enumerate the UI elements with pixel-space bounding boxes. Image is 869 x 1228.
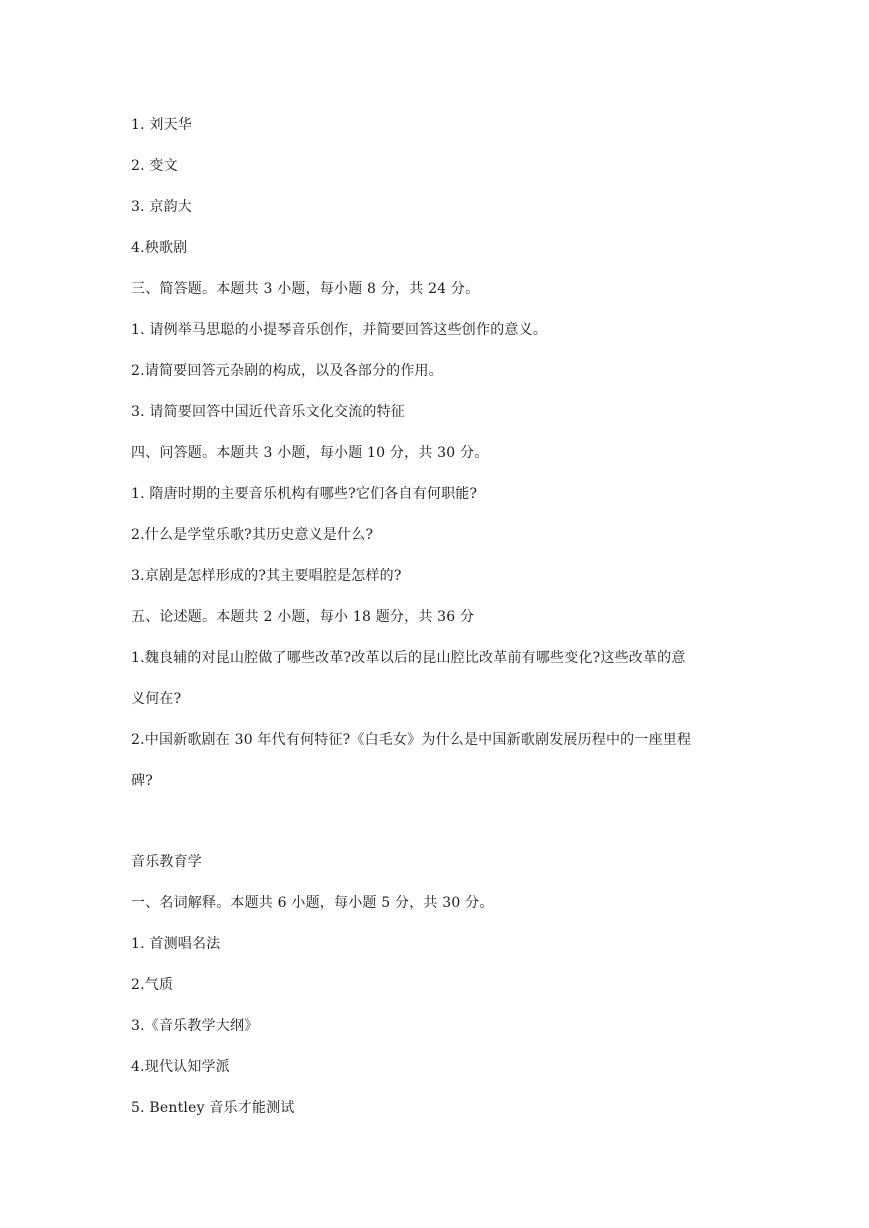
term-item: 3.《音乐教学大纲》: [131, 1018, 259, 1034]
short-answer-question: 2.请简要回答元杂剧的构成，以及各部分的作用。: [131, 363, 443, 379]
section-title: 音乐教育学: [131, 854, 202, 870]
qa-question: 1. 隋唐时期的主要音乐机构有哪些?它们各自有何职能?: [131, 486, 478, 502]
terms-header: 一、名词解释。本题共 6 小题，每小题 5 分，共 30 分。: [131, 895, 494, 911]
qa-question: 2.什么是学堂乐歌?其历史意义是什么?: [131, 527, 374, 543]
short-answer-question: 3. 请简要回答中国近代音乐文化交流的特征: [131, 404, 406, 420]
short-answer-header: 三、简答题。本题共 3 小题，每小题 8 分，共 24 分。: [131, 281, 480, 297]
essay-question-line: 2.中国新歌剧在 30 年代有何特征?《白毛女》为什么是中国新歌剧发展历程中的一座里程: [131, 732, 692, 748]
qa-question: 3.京剧是怎样形成的?其主要唱腔是怎样的?: [131, 568, 402, 584]
term-item: 4.现代认知学派: [131, 1059, 230, 1075]
term-item: 2. 变文: [131, 158, 178, 174]
qa-header: 四、问答题。本题共 3 小题，每小题 10 分，共 30 分。: [131, 445, 489, 461]
essay-header: 五、论述题。本题共 2 小题，每小 18 题分，共 36 分: [131, 609, 475, 625]
term-item: 5. Bentley 音乐才能测试: [131, 1100, 295, 1116]
term-item: 4.秧歌剧: [131, 240, 188, 256]
essay-question-line: 义何在?: [131, 691, 182, 707]
term-item: 1. 刘天华: [131, 117, 193, 133]
essay-question-line: 碑?: [131, 773, 153, 789]
term-item: 3. 京韵大: [131, 199, 193, 215]
term-item: 1. 首测唱名法: [131, 936, 221, 952]
essay-question-line: 1.魏良辅的对昆山腔做了哪些改革?改革以后的昆山腔比改革前有哪些变化?这些改革的意: [131, 650, 686, 666]
term-item: 2.气质: [131, 977, 174, 993]
short-answer-question: 1. 请例举马思聪的小提琴音乐创作，并简要回答这些创作的意义。: [131, 322, 548, 338]
